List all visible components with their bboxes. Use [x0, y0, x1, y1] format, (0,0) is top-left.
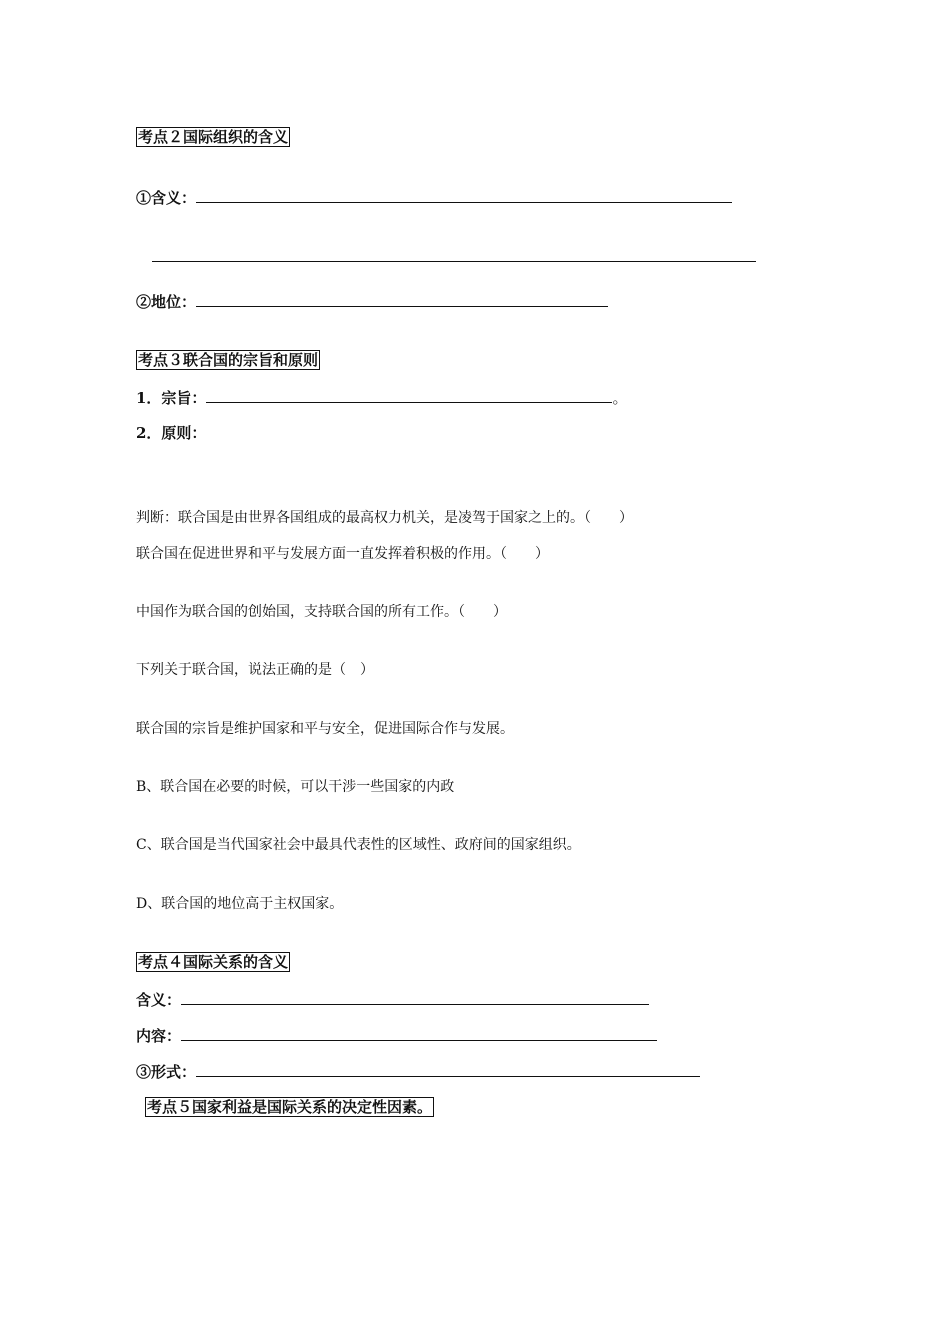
relation-content-row: [136, 1025, 657, 1046]
judgement-1: 判断：联合国是由世界各国组成的最高权力机关，是凌驾于国家之上的。（ ）: [136, 510, 633, 526]
section-heading-3: 考点３联合国的宗旨和原则: [138, 351, 319, 369]
purpose-period: 。: [612, 389, 628, 407]
purpose-row: [136, 387, 627, 408]
option-a: 联合国的宗旨是维护国家和平与安全，促进国际合作与发展。: [136, 721, 514, 737]
principle-label: 2．原则：: [136, 424, 207, 442]
relation-meaning-row: [136, 989, 649, 1010]
judgement-3: 中国作为联合国的创始国，支持联合国的所有工作。（ ）: [136, 604, 507, 620]
meaning-label: ①含义：: [136, 189, 197, 207]
status-blank[interactable]: [196, 292, 608, 307]
section-heading-5: 考点５国家利益是国际关系的决定性因素。: [147, 1098, 433, 1116]
meaning-blank-continued[interactable]: [152, 261, 756, 262]
status-row: [136, 291, 608, 312]
option-c: C、联合国是当代国家社会中最具代表性的区域性、政府间的国家组织。: [136, 837, 581, 853]
relation-content-label: 内容：: [136, 1027, 182, 1045]
meaning-blank[interactable]: [196, 188, 732, 203]
question-stem: 下列关于联合国，说法正确的是（ ）: [136, 662, 374, 678]
relation-form-blank[interactable]: [196, 1062, 700, 1077]
option-b: B、联合国在必要的时候，可以干涉一些国家的内政: [136, 779, 455, 795]
option-d: D、联合国的地位高于主权国家。: [136, 896, 344, 912]
relation-form-label: ③形式：: [136, 1063, 197, 1081]
judgement-2: 联合国在促进世界和平与发展方面一直发挥着积极的作用。（ ）: [136, 546, 549, 562]
purpose-label: 1．宗旨：: [136, 389, 207, 407]
meaning-row: [136, 187, 732, 208]
status-label: ②地位：: [136, 293, 197, 311]
purpose-blank[interactable]: [206, 388, 612, 403]
relation-meaning-label: 含义：: [136, 991, 182, 1009]
section-heading-2: 考点２国际组织的含义: [138, 128, 289, 146]
relation-form-row: [136, 1061, 700, 1082]
section-heading-4: 考点４国际关系的含义: [138, 953, 289, 971]
relation-content-blank[interactable]: [181, 1026, 657, 1041]
relation-meaning-blank[interactable]: [181, 990, 649, 1005]
